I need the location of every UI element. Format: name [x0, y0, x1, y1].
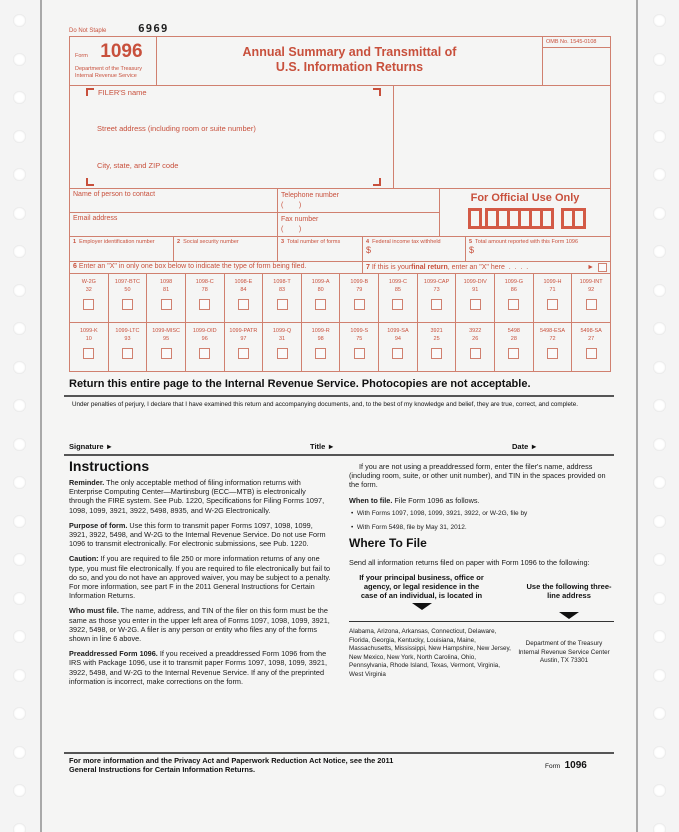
- tractor-hole: [653, 284, 666, 297]
- return-notice: Return this entire page to the Internal Revenue Service. Photocopies are not acceptable.: [69, 378, 531, 390]
- form-type-checkbox[interactable]: [508, 348, 519, 359]
- form-type-option: [109, 274, 148, 322]
- location-column-header: If your principal business, office or agency, or legal residence in the case of an individual, is located in: [359, 573, 484, 619]
- tractor-hole: [653, 476, 666, 489]
- form-type-code: 98: [317, 336, 324, 342]
- form-type-checkbox[interactable]: [354, 348, 365, 359]
- form-type-code: 92: [588, 287, 595, 293]
- fax-value: ( ): [281, 226, 302, 233]
- form-type-checkbox[interactable]: [547, 299, 558, 310]
- form-type-checkbox[interactable]: [470, 299, 481, 310]
- caution-paragraph: Caution: If you are required to file 250 or more information returns of any one type, you must file electronically. If you are required to file electronically but fail to do so, and you do not have an approved waiver, you may be subject to a penalty. For more information, see part F in the 2011 General Instructions for Certain Information Returns.: [69, 554, 331, 601]
- tractor-hole: [13, 592, 26, 605]
- form-title-line1: Annual Summary and Transmittal of: [242, 45, 457, 59]
- fax-label: Fax number: [281, 216, 319, 223]
- footer-form-id: Form 1096: [545, 760, 587, 771]
- form-type-name: 1099-R: [311, 328, 330, 334]
- box-5-total-amount[interactable]: 5 Total amount reported with this Form 1096 $: [469, 239, 579, 255]
- tractor-hole: [13, 130, 26, 143]
- tractor-hole: [653, 399, 666, 412]
- form-type-option: [263, 323, 302, 371]
- instructions-right-column: [349, 462, 614, 680]
- tractor-hole: [13, 399, 26, 412]
- tractor-hole: [653, 207, 666, 220]
- when-to-file-list: [351, 509, 614, 532]
- form-type-checkbox[interactable]: [238, 348, 249, 359]
- tractor-hole: [653, 592, 666, 605]
- box-3-total-forms[interactable]: 3 Total number of forms: [278, 237, 363, 261]
- form-type-option: [379, 323, 418, 371]
- preaddressed-paragraph: Preaddressed Form 1096. If you received a preaddressed Form 1096 from the IRS with Package 1096, use it to transmit paper Forms 1097, 1098, 1099, 3921, 3922, 5498, and W-2G to the Internal Revenue Service. If any of the preprinted information is incorrect, make corrections on the form.: [69, 649, 327, 686]
- form-type-option: [225, 323, 264, 371]
- title-field[interactable]: Title ►: [310, 442, 335, 451]
- department-label: Department of the Treasury: [75, 66, 142, 72]
- city-state-zip-label: City, state, and ZIP code: [97, 161, 179, 170]
- form-type-code: 80: [317, 287, 324, 293]
- form-type-checkbox[interactable]: [83, 348, 94, 359]
- tractor-hole: [13, 207, 26, 220]
- form-type-name: 5498: [507, 328, 520, 334]
- form-type-code: 31: [278, 336, 286, 342]
- form-type-option: [147, 323, 186, 371]
- form-type-name: 1099-A: [311, 279, 330, 285]
- form-type-code: 28: [510, 336, 517, 342]
- form-box: [69, 36, 611, 372]
- form-type-code: 97: [240, 336, 247, 342]
- email-field[interactable]: Email address: [70, 213, 278, 236]
- form-type-code: 91: [472, 287, 479, 293]
- omb-cell: [543, 37, 610, 85]
- form-type-code: 93: [124, 336, 131, 342]
- form-header-row: [70, 37, 610, 86]
- form-type-name: 1099-INT: [579, 279, 603, 285]
- who-must-file-paragraph: Who must file. The name, address, and TIN of the filer on this form must be the same as those you enter in the upper left area of Forms 1097, 1098, 1099, 3921, 3922, 5498, or W-2G. A filer is any person or entity who files any of the forms shown in line 6 above.: [69, 606, 330, 644]
- form-type-option: [495, 323, 534, 371]
- tractor-hole: [13, 168, 26, 181]
- form-type-name: 1099-Q: [272, 328, 292, 334]
- form-type-code: 85: [394, 287, 401, 293]
- tractor-hole: [653, 515, 666, 528]
- form-title-cell: [157, 37, 543, 85]
- tractor-hole: [13, 823, 26, 832]
- form-type-name: 1099-C: [388, 279, 407, 285]
- filer-row: [70, 86, 610, 189]
- form-id-cell: [70, 37, 157, 85]
- form-type-option: [572, 323, 610, 371]
- box-1-ein[interactable]: 1 Employer identification number: [70, 237, 174, 261]
- form-type-option: [534, 323, 573, 371]
- form-type-code: 27: [588, 336, 595, 342]
- form-type-name: 1098-C: [195, 279, 214, 285]
- form-type-name: 5498-ESA: [539, 328, 566, 334]
- form-type-name: 3921: [430, 328, 443, 334]
- line-6-7-row: [70, 262, 610, 274]
- do-not-staple-label: Do Not Staple: [69, 28, 107, 34]
- tractor-hole: [13, 91, 26, 104]
- corner-mark-icon: [373, 178, 381, 186]
- form-type-name: 1099-CAP: [423, 279, 450, 285]
- tractor-hole: [13, 515, 26, 528]
- where-to-file-heading: Where To File: [349, 535, 427, 550]
- form-type-option: [147, 274, 186, 322]
- form-types-row-2: [70, 323, 610, 371]
- form-type-name: 1097-BTC: [114, 279, 140, 285]
- form-type-option: [495, 274, 534, 322]
- where-table-body: [349, 628, 614, 680]
- contact-person-field[interactable]: Name of person to contact: [70, 189, 278, 212]
- form-type-name: 1099-S: [350, 328, 369, 334]
- totals-row: [70, 237, 610, 262]
- form-type-option: [340, 323, 379, 371]
- contact-row: [70, 189, 610, 237]
- form-type-name: 5498-SA: [580, 328, 602, 334]
- form-type-checkbox[interactable]: [315, 299, 326, 310]
- divider: [64, 395, 614, 397]
- tractor-hole: [653, 14, 666, 27]
- filer-name-label: FILER'S name: [98, 88, 147, 97]
- form-type-code: 25: [433, 336, 440, 342]
- states-list: Alabama, Arizona, Arkansas, Connecticut, Delaware, Florida, Georgia, Kentucky, Louisiana, Maine, Massachusetts, Mississippi, New Hampshire, New Jersey, New Mexico, New York, North Carolina, Ohio, Pennsylvania, Rhode Island, Texas, Vermont, Virginia, West Virginia: [349, 628, 511, 678]
- form-types-row-1: [70, 274, 610, 323]
- form-type-option: [534, 274, 573, 322]
- tractor-hole: [13, 322, 26, 335]
- fax-field[interactable]: [278, 213, 439, 236]
- not-preaddressed-paragraph: If you are not using a preaddressed form, enter the filer's name, address (including room, suite, or other unit number), and TIN in the spaces provided on the form.: [349, 462, 606, 490]
- tractor-hole: [13, 746, 26, 759]
- form-type-name: 1099-B: [350, 279, 369, 285]
- tractor-hole: [653, 746, 666, 759]
- form-type-name: 1099-DIV: [463, 279, 487, 285]
- form-type-checkbox[interactable]: [547, 348, 558, 359]
- tractor-hole: [653, 245, 666, 258]
- line-6-instruction: 6 Enter an "X" in only one box below to indicate the type of form being filed.: [70, 262, 363, 273]
- form-type-option: [340, 274, 379, 322]
- form-type-code: 83: [278, 287, 286, 293]
- tractor-hole: [653, 630, 666, 643]
- form-type-checkbox[interactable]: [431, 348, 442, 359]
- form-type-name: 1098-T: [273, 279, 291, 285]
- tractor-hole: [13, 53, 26, 66]
- handwritten-number: 6969: [138, 22, 169, 35]
- where-to-file-paragraph: Send all information returns filed on paper with Form 1096 to the following:: [349, 557, 590, 567]
- tractor-hole: [653, 553, 666, 566]
- tractor-hole: [13, 14, 26, 27]
- form-type-code: 79: [356, 287, 363, 293]
- date-field[interactable]: Date ►: [512, 442, 538, 451]
- corner-mark-icon: [86, 178, 94, 186]
- form-type-checkbox[interactable]: [83, 299, 94, 310]
- form-type-option: [456, 274, 495, 322]
- telephone-value: ( ): [281, 202, 302, 209]
- tractor-hole: [13, 669, 26, 682]
- form-type-name: 3922: [469, 328, 482, 334]
- mailing-address: Department of the Treasury Internal Revenue Service Center Austin, TX 73301: [518, 640, 610, 665]
- form-1096-page: [42, 0, 636, 832]
- form-type-option: [225, 274, 264, 322]
- form-type-option: [456, 323, 495, 371]
- tractor-hole: [653, 438, 666, 451]
- form-type-name: 1099-SA: [387, 328, 409, 334]
- list-item: • With Forms 1097, 1098, 1099, 3921, 3922, or W-2G, file by: [351, 509, 528, 517]
- signature-field[interactable]: Signature ►: [69, 442, 114, 451]
- form-type-code: 32: [85, 287, 92, 293]
- form-type-name: 1099-G: [504, 279, 524, 285]
- down-triangle-icon: [412, 603, 432, 610]
- form-type-name: W-2G: [81, 279, 96, 285]
- form-type-checkbox[interactable]: [354, 299, 365, 310]
- line-7-final-return: 7 If this is your final return , enter an "X" here . . . . ►: [363, 262, 610, 273]
- tractor-hole: [653, 784, 666, 797]
- form-type-checkbox[interactable]: [431, 299, 442, 310]
- down-triangle-icon: [559, 612, 579, 619]
- form-type-name: 1099-MISC: [152, 328, 181, 334]
- form-type-checkbox[interactable]: [122, 299, 133, 310]
- divider: [64, 752, 614, 754]
- form-type-option: [572, 274, 610, 322]
- tractor-hole: [13, 553, 26, 566]
- tractor-hole: [13, 361, 26, 374]
- where-table-header: [349, 573, 614, 619]
- form-type-option: [109, 323, 148, 371]
- form-type-checkbox[interactable]: [161, 348, 172, 359]
- form-type-name: 1099-K: [79, 328, 98, 334]
- tractor-hole: [13, 630, 26, 643]
- form-type-checkbox[interactable]: [586, 299, 597, 310]
- tractor-hole: [13, 438, 26, 451]
- telephone-label: Telephone number: [281, 192, 339, 199]
- form-type-code: 84: [240, 287, 247, 293]
- form-type-name: 1098-E: [234, 279, 253, 285]
- form-type-option: [379, 274, 418, 322]
- form-type-checkbox[interactable]: [199, 348, 210, 359]
- form-type-code: 96: [201, 336, 208, 342]
- street-address-label: Street address (including room or suite number): [97, 124, 256, 133]
- form-type-code: 75: [356, 336, 363, 342]
- purpose-paragraph: Purpose of form. Use this form to transmit paper Forms 1097, 1098, 1099, 3921, 3922, 5498, and W-2G to the Internal Revenue Service. Do not use Form 1096 to transmit electronically. For electronic submissions, see Pub. 1220.: [69, 520, 326, 549]
- corner-mark-icon: [86, 88, 94, 96]
- form-label: Form: [75, 53, 88, 59]
- telephone-field[interactable]: [278, 189, 439, 212]
- tractor-hole: [13, 476, 26, 489]
- form-type-name: 1099-H: [543, 279, 562, 285]
- form-type-option: [70, 323, 109, 371]
- form-type-code: 86: [510, 287, 517, 293]
- box-2-ssn[interactable]: 2 Social security number: [174, 237, 278, 261]
- form-type-code: 50: [124, 287, 131, 293]
- form-type-option: [302, 274, 341, 322]
- form-type-checkbox[interactable]: [586, 348, 597, 359]
- address-column-header: Use the following three-line address: [524, 573, 614, 619]
- form-type-name: 1099-LTC: [115, 328, 140, 334]
- tractor-hole: [13, 284, 26, 297]
- agency-label: Internal Revenue Service: [75, 73, 137, 79]
- form-type-code: 72: [549, 336, 556, 342]
- tractor-hole: [13, 245, 26, 258]
- tractor-hole: [653, 53, 666, 66]
- form-type-code: 81: [163, 287, 170, 293]
- tractor-hole: [653, 322, 666, 335]
- instructions-heading: Instructions: [69, 458, 150, 474]
- tractor-hole: [13, 784, 26, 797]
- form-type-name: 1098: [159, 279, 173, 285]
- form-type-code: 10: [85, 336, 92, 342]
- form-type-checkbox[interactable]: [199, 299, 210, 310]
- form-type-option: [186, 323, 225, 371]
- form-number: 1096: [100, 41, 143, 62]
- divider: [64, 454, 614, 456]
- form-type-option: [186, 274, 225, 322]
- tractor-hole: [653, 91, 666, 104]
- when-to-file-paragraph: When to file. File Form 1096 as follows.: [349, 495, 480, 505]
- corner-mark-icon: [373, 88, 381, 96]
- form-type-name: 1099-PATR: [229, 328, 258, 334]
- tractor-hole: [653, 823, 666, 832]
- instructions-left-column: [69, 458, 331, 692]
- tractor-hole: [13, 707, 26, 720]
- tractor-hole: [653, 130, 666, 143]
- form-type-option: [418, 323, 457, 371]
- final-return-checkbox[interactable]: [598, 263, 607, 272]
- official-use-area: [440, 189, 610, 236]
- contact-fields: [70, 189, 440, 236]
- tractor-hole: [653, 361, 666, 374]
- form-type-checkbox[interactable]: [238, 299, 249, 310]
- form-type-checkbox[interactable]: [470, 348, 481, 359]
- form-type-code: 78: [201, 287, 208, 293]
- form-type-checkbox[interactable]: [315, 348, 326, 359]
- form-type-checkbox[interactable]: [122, 348, 133, 359]
- official-use-boxes: [440, 208, 610, 234]
- form-type-code: 73: [433, 287, 440, 293]
- form-type-option: [263, 274, 302, 322]
- form-type-code: 71: [549, 287, 556, 293]
- form-type-option: [418, 274, 457, 322]
- filer-right-blank: [394, 86, 610, 188]
- tractor-hole: [653, 168, 666, 181]
- tractor-hole: [653, 707, 666, 720]
- form-title-line2: U.S. Information Returns: [275, 60, 424, 74]
- form-type-option: [302, 323, 341, 371]
- form-type-checkbox[interactable]: [392, 348, 403, 359]
- tractor-feed-strip-left: [0, 0, 42, 832]
- form-type-option: [70, 274, 109, 322]
- arrow-icon: ►: [587, 264, 594, 271]
- form-type-name: 1099-OID: [192, 328, 217, 334]
- perjury-statement: Under penalties of perjury, I declare that I have examined this return and accompanying documents, and, to the best of my knowledge and belief, they are true, correct, and complete.: [72, 401, 579, 408]
- reminder-paragraph: Reminder. The only acceptable method of filing information returns with Enterprise Computing Center—Martinsburg (ECC—MTB) is electronically through the FIRE system. See Pub. 1220, Specifications for Filing Forms 1097, 1098, 1099, 3921, 3922, 5498, 8935, and W-2G Electronically.: [69, 478, 325, 515]
- form-type-checkbox[interactable]: [277, 348, 288, 359]
- form-type-checkbox[interactable]: [508, 299, 519, 310]
- form-type-checkbox[interactable]: [392, 299, 403, 310]
- filer-address-field[interactable]: [70, 86, 394, 188]
- form-type-code: 26: [472, 336, 479, 342]
- form-type-checkbox[interactable]: [277, 299, 288, 310]
- tractor-feed-strip-right: [636, 0, 679, 832]
- box-4-federal-tax[interactable]: 4 Federal income tax withheld $: [363, 237, 466, 261]
- form-type-code: 95: [163, 336, 170, 342]
- privacy-notice: For more information and the Privacy Act and Paperwork Reduction Act Notice, see the 2011 General Instructions for Certain Information Returns.: [69, 756, 394, 774]
- form-type-code: 94: [394, 336, 401, 342]
- form-type-checkbox[interactable]: [161, 299, 172, 310]
- official-use-label: For Official Use Only: [470, 192, 580, 204]
- tractor-hole: [653, 669, 666, 682]
- list-item: • With Form 5498, file by May 31, 2012.: [351, 523, 467, 531]
- divider: [349, 621, 614, 622]
- omb-number: OMB No. 1545-0108: [543, 37, 610, 48]
